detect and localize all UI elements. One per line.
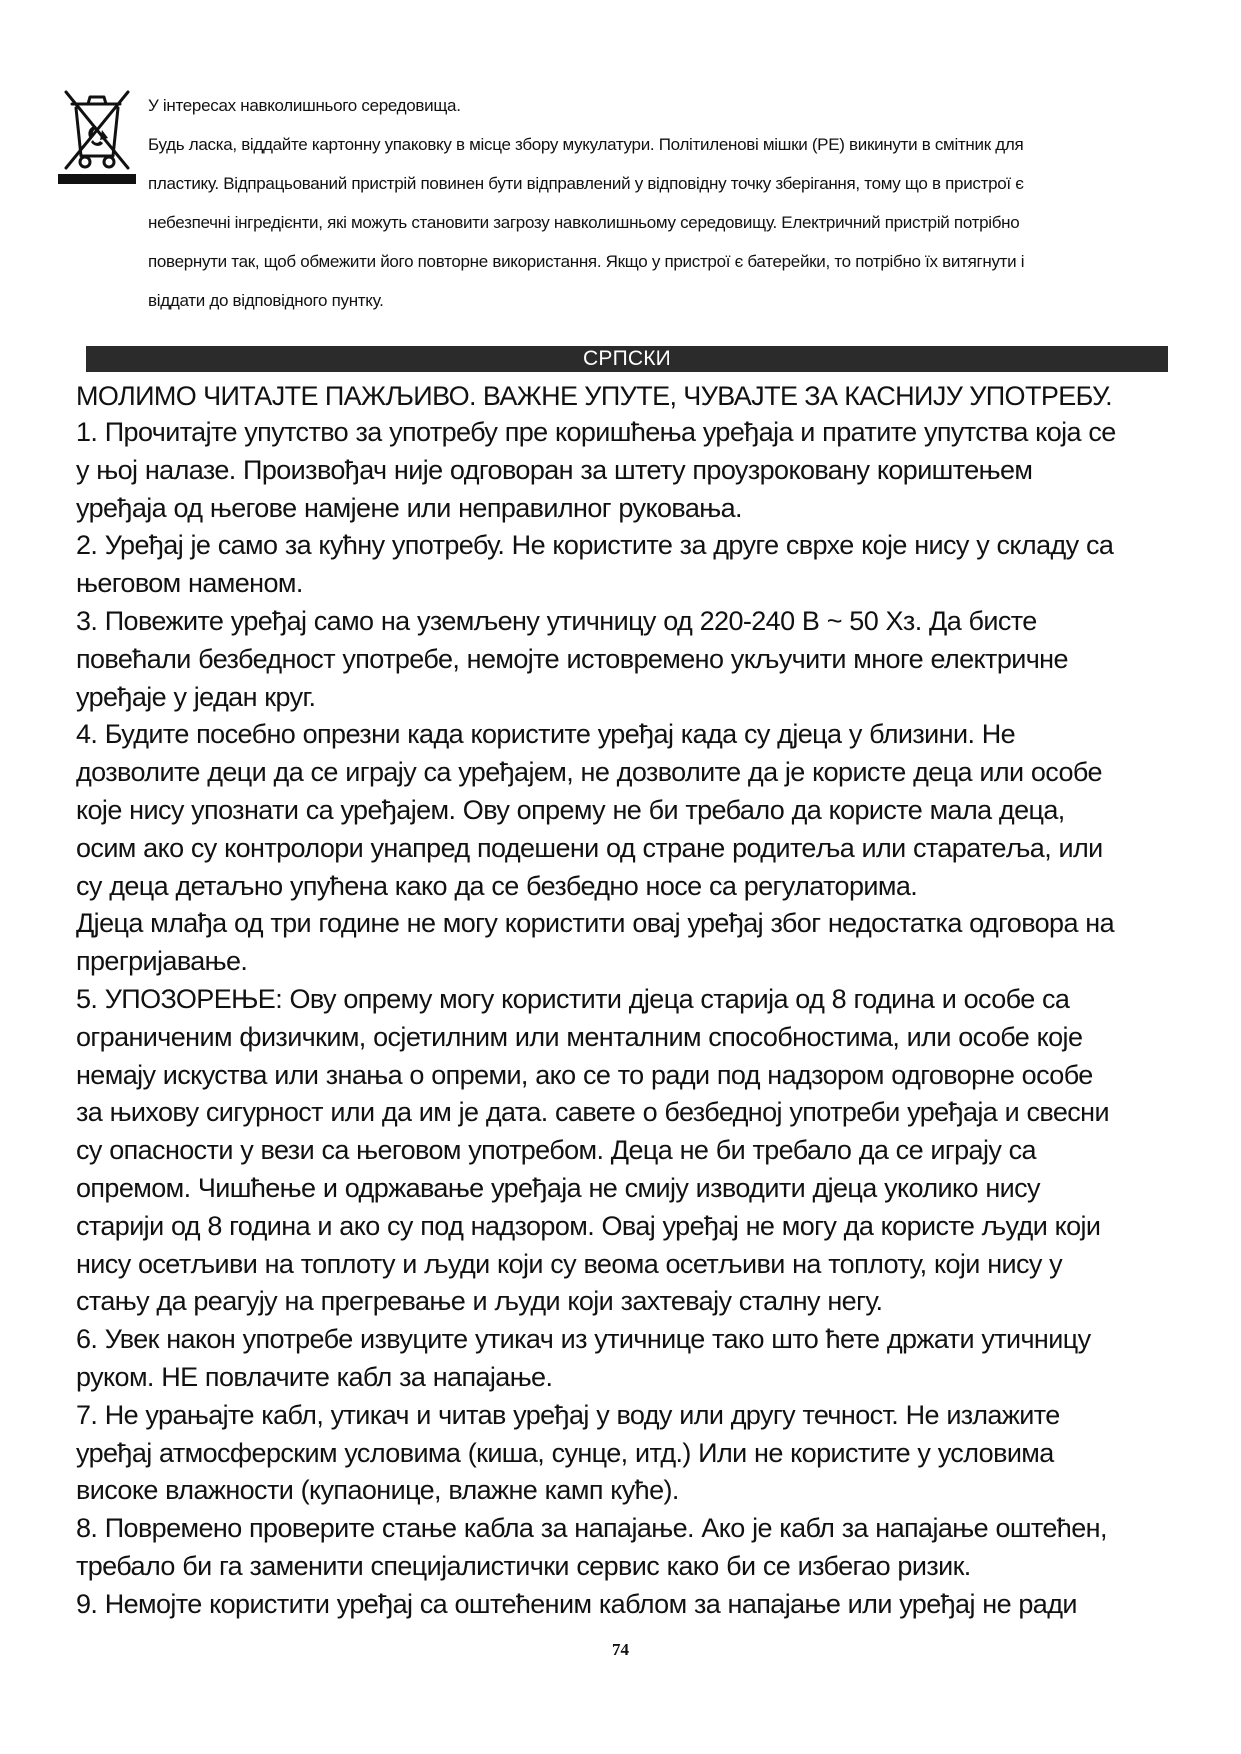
instruction-line: опремом. Чишћење и одржавање уређаја не смију изводити дјеца уколико нису — [76, 1172, 1040, 1203]
instruction-line: требало би га заменити специјалистички сервис како би се избегао ризик. — [76, 1550, 971, 1581]
instruction-line: дозволите деци да се играју са уређајем, не дозволите да је користе деца или особе — [76, 757, 1102, 788]
safety-title: МОЛИМО ЧИТАЈТЕ ПАЖЉИВО. ВАЖНЕ УПУТЕ, ЧУВАЈТЕ ЗА КАСНИЈУ УПОТРЕБУ. — [76, 381, 1113, 411]
instruction-line: нису осетљиви на топлоту и људи који су веома осетљиви на топлоту, који нису у — [76, 1248, 1063, 1279]
environment-line: Будь ласка, віддайте картонну упаковку в місце збору мукулатури. Політиленові мішки (PE) викинути в смітник для — [148, 135, 1024, 154]
instruction-line: које нису упознати са уређајем. Ову опрему не би требало да користе мала деца, — [76, 794, 1065, 825]
instruction-line: уређај атмосферским условима (киша, сунце, итд.) Или не користите у условима — [76, 1437, 1054, 1468]
instruction-line: 4. Будите посебно опрезни када користите уређај када су дјеца у близини. Не — [76, 719, 1016, 750]
safety-instructions — [76, 414, 1186, 1624]
instruction-line: прегријавање. — [76, 946, 248, 977]
crossed-out-wheelie-bin-icon — [58, 86, 136, 186]
instruction-line: 7. Не урањајте кабл, утикач и читав уређај у воду или другу течност. Не излажите — [76, 1399, 1060, 1430]
instruction-line: 8. Повремено проверите стање кабла за напајање. Ако је кабл за напајање оштећен, — [76, 1513, 1107, 1544]
environment-line: небезпечні інгредієнти, які можуть становити загрозу навколишньому середовищу. Електричний пристрій потрібно — [148, 213, 1020, 232]
instruction-line: стању да реагују на прегревање и људи који захтевају сталну негу. — [76, 1286, 883, 1317]
environment-line: повернути так, щоб обмежити його повторне використання. Якщо у пристрої є батерейки, то потрібно їх витягнути і — [148, 252, 1025, 271]
instruction-line: његовом наменом. — [76, 568, 303, 599]
instruction-line: 5. УПОЗОРЕЊЕ: Ову опрему могу користити дјеца старија од 8 година и особе са — [76, 983, 1070, 1014]
instruction-line: уређаје у један круг. — [76, 681, 316, 712]
instruction-line: руком. НЕ повлачите кабл за напајање. — [76, 1361, 553, 1392]
page-number: 74 — [612, 1640, 629, 1659]
instruction-line: 3. Повежите уређај само на уземљену утичницу од 220-240 В ~ 50 Хз. Да бисте — [76, 605, 1037, 636]
instruction-line: ограниченим физичким, осјетилним или менталним способностима, или особе које — [76, 1021, 1083, 1052]
instruction-line: старији од 8 година и ако су под надзором. Овај уређај не могу да користе људи који — [76, 1210, 1101, 1241]
environment-line: віддати до відповідного пунтку. — [148, 291, 384, 310]
instruction-line: 9. Немојте користити уређај са оштећеним каблом за напајање или уређај не ради — [76, 1588, 1077, 1619]
instruction-line: 1. Прочитајте упутство за употребу пре коришћења уређаја и пратите упутства која се — [76, 417, 1116, 447]
instruction-line: немају искуства или знања о опреми, ако се то ради под надзором одговорне особе — [76, 1059, 1093, 1090]
instruction-line: Дјеца млађа од три године не могу користити овај уређај због недостатка одговора на — [76, 908, 1115, 939]
instruction-line: 6. Увек након употребе извуците утикач из утичнице тако што ћете држати утичницу — [76, 1324, 1091, 1355]
environment-line: пластику. Відпрацьований пристрій повинен бути відправлений у відповідну точку зберігання, тому що в пристрої є — [148, 174, 1024, 193]
language-section-header: СРПСКИ — [86, 346, 1168, 372]
instruction-line: за њихову сигурност или да им је дата. савете о безбедној употреби уређаја и свесни — [76, 1097, 1109, 1128]
instruction-line: су опасности у вези са његовом употребом. Деца не би требало да се играју са — [76, 1135, 1036, 1166]
instruction-line: високе влажности (купаонице, влажне камп куће). — [76, 1475, 679, 1506]
instruction-line: уређаја од његове намјене или неправилног руковања. — [76, 492, 742, 523]
instruction-line: у њој налазе. Произвођач није одговоран за штету проузроковану кориштењем — [76, 454, 1033, 485]
instruction-line: повећали безбедност употребе, немојте истовремено укључити многе електричне — [76, 643, 1068, 674]
instruction-line: 2. Уређај је само за кућну употребу. Не користите за друге сврхе које нису у складу са — [76, 530, 1114, 561]
environment-line: У інтересах навколишнього середовища. — [148, 96, 461, 115]
instruction-line: су деца детаљно упућена како да се безбедно носе са регулаторима. — [76, 870, 918, 901]
environment-notice-text — [148, 86, 1148, 320]
instruction-line: осим ако су контролори унапред подешени од стране родитеља или старатеља, или — [76, 832, 1103, 863]
